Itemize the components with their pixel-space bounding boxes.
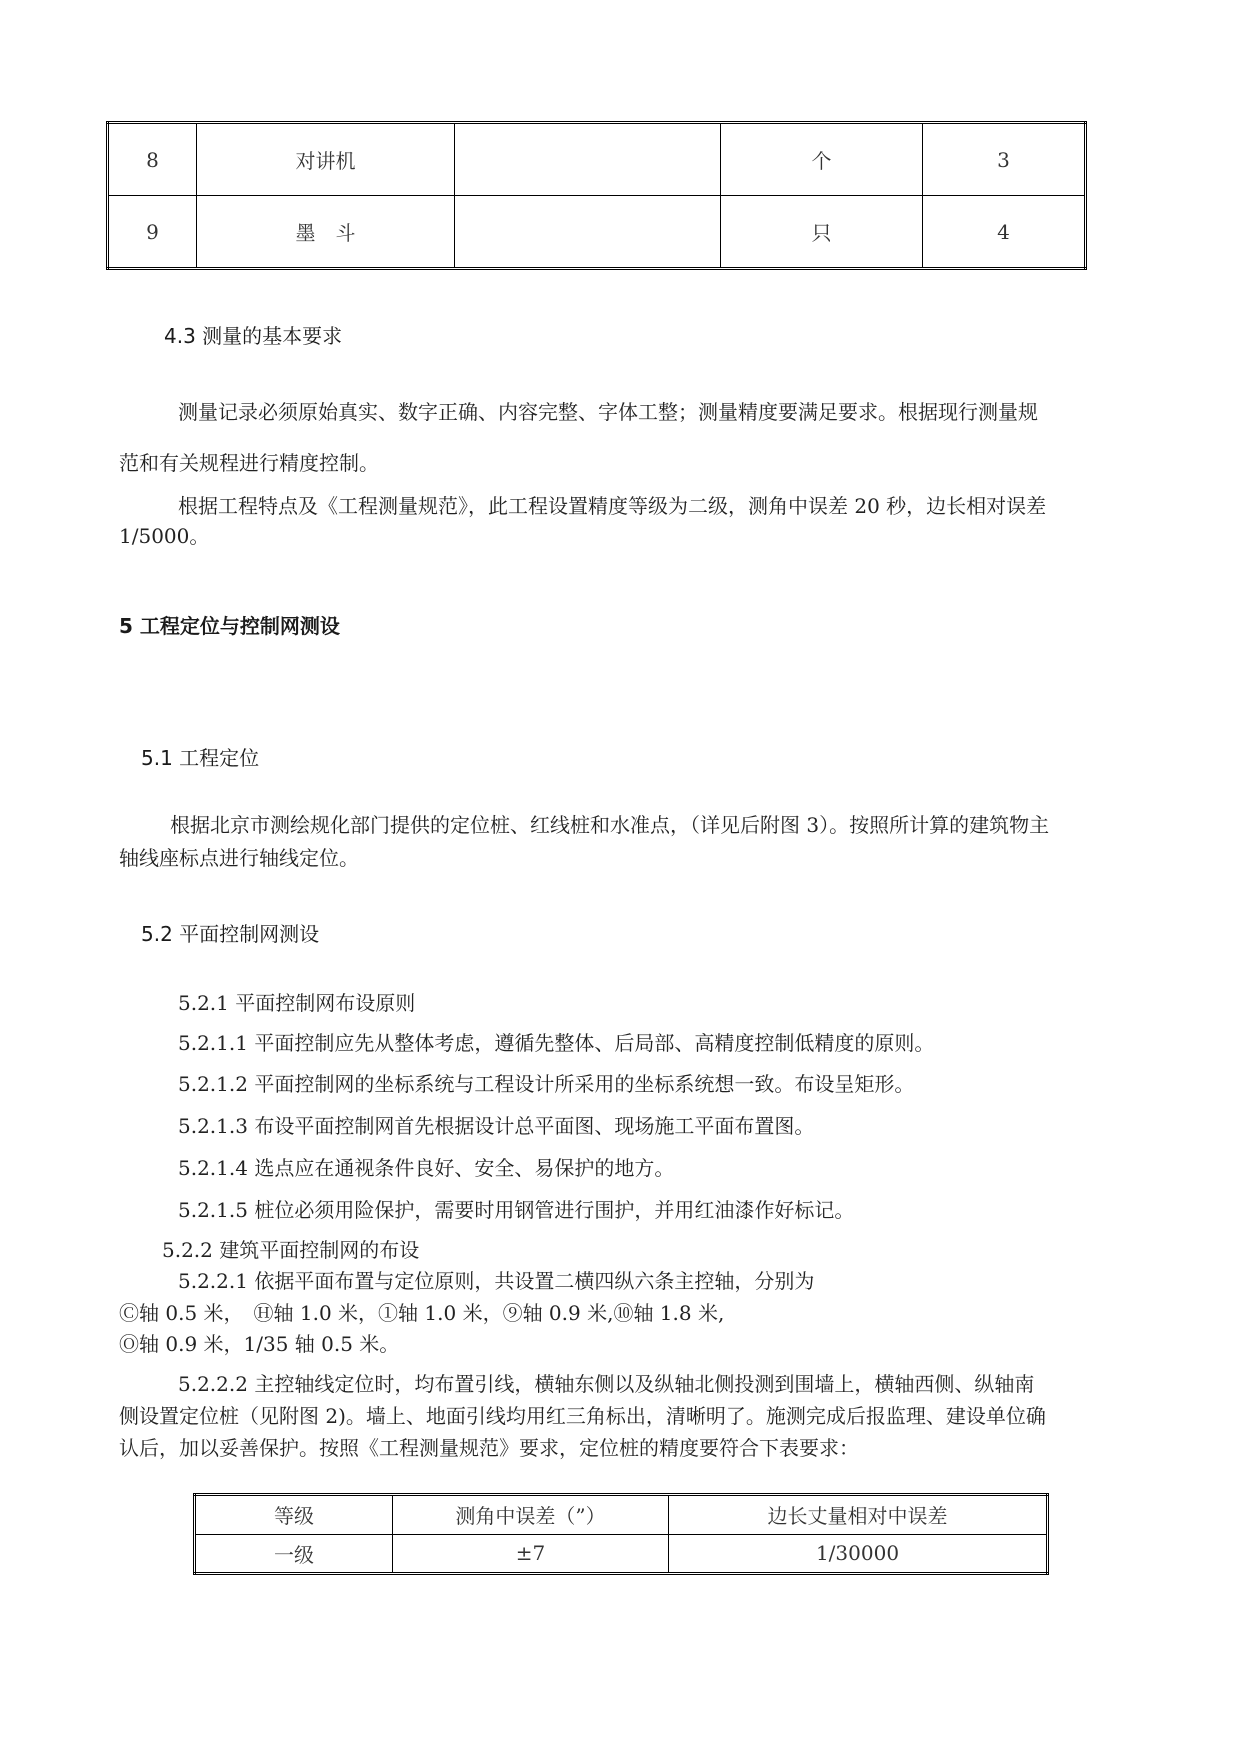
paragraph-line: 认后，加以妥善保护。按照《工程测量规范》要求，定位桩的精度要符合下表要求： [119,1436,859,1460]
table-header-row [195,1495,1048,1535]
paragraph-line: 5.2.2.2 主控轴线定位时，均布置引线，横轴东侧以及纵轴北侧投测到围墙上，横轴西侧、纵轴南 [178,1372,1035,1396]
cell-spec [455,123,721,196]
cell-qty: 3 [923,123,1086,196]
list-item: 5.2.1.1 平面控制应先从整体考虑，遵循先整体、后局部、高精度控制低精度的原则。 [178,1031,935,1055]
list-item: 5.2.1.5 桩位必须用险保护，需要时用钢管进行围护，并用红油漆作好标记。 [178,1198,855,1222]
column-header: 测角中误差（”） [393,1495,669,1535]
table-row [108,196,1086,269]
equipment-table [106,121,1087,270]
paragraph-line: 5.2.2.1 依据平面布置与定位原则，共设置二横四纵六条主控轴，分别为 [178,1269,815,1293]
paragraph-line: 根据北京市测绘规化部门提供的定位桩、红线桩和水准点，（详见后附图 3）。按照所计算的建筑物主 [170,813,1050,837]
column-header: 等级 [195,1495,393,1535]
cell-spec [455,196,721,269]
cell-no: 9 [108,196,197,269]
cell-name: 对讲机 [197,123,455,196]
cell-grade: 一级 [195,1534,393,1574]
precision-table [193,1493,1049,1575]
subsection-heading: 5.2.2 建筑平面控制网的布设 [162,1238,420,1262]
paragraph-line: 1/5000。 [119,524,210,548]
paragraph-line: 根据工程特点及《工程测量规范》，此工程设置精度等级为二级，测角中误差 20 秒，边长相对误差 [178,494,1047,518]
list-item: 5.2.1.3 布设平面控制网首先根据设计总平面图、现场施工平面布置图。 [178,1114,815,1138]
column-header: 边长丈量相对中误差 [669,1495,1048,1535]
paragraph-line: Ⓒ轴 0.5 米， Ⓗ轴 1.0 米，①轴 1.0 米，⑨轴 0.9 米,⑩轴 1.8 米, [119,1301,725,1325]
paragraph-line: 轴线座标点进行轴线定位。 [119,846,359,870]
section-5-1-heading: 5.1 工程定位 [141,746,260,770]
section-5-2-heading: 5.2 平面控制网测设 [141,922,320,946]
paragraph-line: 测量记录必须原始真实、数字正确、内容完整、字体工整；测量精度要满足要求。根据现行测量规 [178,400,1038,424]
list-item: 5.2.1.4 选点应在通视条件良好、安全、易保护的地方。 [178,1156,675,1180]
paragraph-line: 范和有关规程进行精度控制。 [119,451,379,475]
cell-name: 墨 斗 [197,196,455,269]
table-row [195,1534,1048,1574]
paragraph-line: 侧设置定位桩（见附图 2)。墙上、地面引线均用红三角标出，清晰明了。施测完成后报监理、建设单位确 [119,1404,1046,1428]
cell-qty: 4 [923,196,1086,269]
table-row [108,123,1086,196]
list-item: 5.2.1.2 平面控制网的坐标系统与工程设计所采用的坐标系统想一致。布设呈矩形。 [178,1072,915,1096]
cell-length-error: 1/30000 [669,1534,1048,1574]
section-5-heading: 5 工程定位与控制网测设 [119,614,340,638]
cell-no: 8 [108,123,197,196]
cell-angle-error: ±7 [393,1534,669,1574]
cell-unit: 只 [721,196,923,269]
cell-unit: 个 [721,123,923,196]
paragraph-line: Ⓞ轴 0.9 米，1/35 轴 0.5 米。 [119,1332,400,1356]
section-4-3-heading: 4.3 测量的基本要求 [164,324,343,348]
list-item: 5.2.1 平面控制网布设原则 [178,991,416,1015]
